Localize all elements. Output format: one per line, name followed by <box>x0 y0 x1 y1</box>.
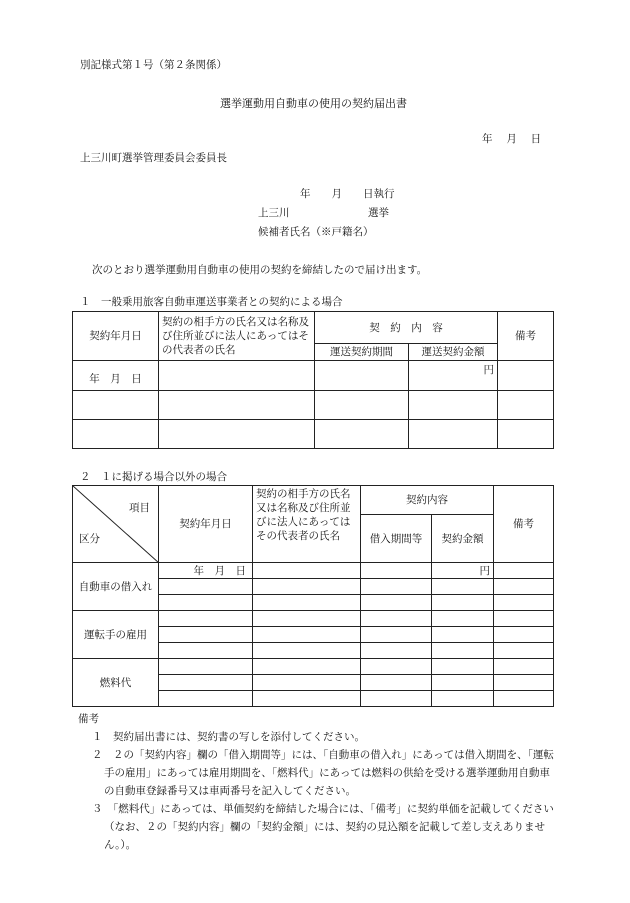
note-item-1: １ 契約届出書には、契約書の写しを添付してください。 <box>92 731 365 743</box>
s2-g3-r2-period[interactable] <box>361 675 432 691</box>
section2-heading: ２ １に掲げる場合以外の場合 <box>80 471 227 483</box>
table-row <box>73 611 554 627</box>
diagonal-line <box>73 486 159 563</box>
table-row <box>73 659 554 675</box>
s2-g3-r1-remarks[interactable] <box>494 659 554 675</box>
s2-g1-r1-remarks[interactable] <box>494 563 554 579</box>
addressee: 上三川町選挙管理委員会委員長 <box>80 152 227 164</box>
s2-g1-r1-period[interactable] <box>361 563 432 579</box>
s2-g1-r3-date[interactable] <box>159 595 253 611</box>
s2-g3-r3-counterparty[interactable] <box>253 691 361 707</box>
s2-group-driver-employment: 運転手の雇用 <box>73 611 159 659</box>
s2-group-fuel: 燃料代 <box>73 659 159 707</box>
election-date: 年 月 日執行 <box>300 188 395 200</box>
election-name-suffix: 選挙 <box>368 207 389 219</box>
s1-header-contract-date: 契約年月日 <box>73 312 159 361</box>
s1-row2-counterparty[interactable] <box>159 391 315 420</box>
s2-g1-r3-counterparty[interactable] <box>253 595 361 611</box>
s1-header-counterparty: 契約の相手方の氏名又は名称及び住所並びに法人にあってはその代表者の氏名 <box>159 312 315 361</box>
s1-row1-amount[interactable]: 円 <box>409 361 498 391</box>
note-item-2: ２ ２の「契約内容」欄の「借入期間等」には、「自動車の借入れ」にあっては借入期間を、「運転手の雇用」にあっては雇用期間を、「燃料代」にあっては燃料の供給を受ける選挙運動用自動車の自動車登録番号又は車両番号を記入してください。 <box>92 749 554 797</box>
s1-header-remarks: 備考 <box>498 312 554 361</box>
s1-row3-date[interactable] <box>73 420 159 449</box>
s2-g3-r2-counterparty[interactable] <box>253 675 361 691</box>
s2-g2-r1-period[interactable] <box>361 611 432 627</box>
s2-g3-r3-remarks[interactable] <box>494 691 554 707</box>
s2-header-diagonal-cell <box>73 486 159 563</box>
s2-g1-r2-period[interactable] <box>361 579 432 595</box>
table-row <box>73 420 554 449</box>
s2-g2-r1-remarks[interactable] <box>494 611 554 627</box>
s2-header-category: 区分 <box>79 533 100 545</box>
document-title: 選挙運動用自動車の使用の契約届出書 <box>220 97 407 110</box>
s1-row1-counterparty[interactable] <box>159 361 315 391</box>
s2-g3-r1-counterparty[interactable] <box>253 659 361 675</box>
section2-table <box>72 485 554 707</box>
s2-g1-r2-counterparty[interactable] <box>253 579 361 595</box>
s2-g1-r3-remarks[interactable] <box>494 595 554 611</box>
election-name-prefix: 上三川 <box>258 207 290 219</box>
notes-heading: 備考 <box>78 713 99 725</box>
s1-row2-period[interactable] <box>315 391 409 420</box>
s2-header-period: 借入期間等 <box>361 515 432 563</box>
s1-header-amount: 運送契約金額 <box>409 344 498 361</box>
s2-g2-r1-date[interactable] <box>159 611 253 627</box>
s2-g2-r3-period[interactable] <box>361 643 432 659</box>
form-number: 別記様式第１号（第２条関係） <box>80 59 227 71</box>
s2-g1-r1-amount[interactable]: 円 <box>432 563 494 579</box>
intro-text: 次のとおり選挙運動用自動車の使用の契約を締結したので届け出ます。 <box>92 264 428 276</box>
s2-g2-r2-period[interactable] <box>361 627 432 643</box>
s2-header-contract-date: 契約年月日 <box>159 486 253 563</box>
s1-row2-amount[interactable] <box>409 391 498 420</box>
s2-header-contract-content: 契約内容 <box>361 486 494 515</box>
s2-g3-r2-remarks[interactable] <box>494 675 554 691</box>
s1-row3-amount[interactable] <box>409 420 498 449</box>
table-row <box>73 391 554 420</box>
s1-row1-remarks[interactable] <box>498 361 554 391</box>
s2-header-remarks: 備考 <box>494 486 554 563</box>
s1-row2-remarks[interactable] <box>498 391 554 420</box>
s2-g3-r3-date[interactable] <box>159 691 253 707</box>
s2-g2-r2-amount[interactable] <box>432 627 494 643</box>
s2-g3-r1-amount[interactable] <box>432 659 494 675</box>
s2-g2-r2-counterparty[interactable] <box>253 627 361 643</box>
s1-header-contract-content: 契 約 内 容 <box>315 312 498 344</box>
s2-g1-r3-amount[interactable] <box>432 595 494 611</box>
section1-table <box>72 311 554 449</box>
s2-g1-r2-date[interactable] <box>159 579 253 595</box>
s2-g1-r2-remarks[interactable] <box>494 579 554 595</box>
s2-header-item: 項目 <box>129 502 150 514</box>
s2-g3-r1-date[interactable] <box>159 659 253 675</box>
s2-g2-r3-counterparty[interactable] <box>253 643 361 659</box>
note-item-3: ３ 「燃料代」にあっては、単価契約を締結した場合には、「備考」に契約単価を記載してください（なお、２の「契約内容」欄の「契約金額」には、契約の見込額を記載して差し支えありません。）。 <box>92 803 554 851</box>
s2-header-counterparty: 契約の相手方の氏名又は名称及び住所並びに法人にあってはその代表者の氏名 <box>253 486 361 563</box>
s2-g1-r3-period[interactable] <box>361 595 432 611</box>
s2-g2-r2-date[interactable] <box>159 627 253 643</box>
s2-g1-r1-counterparty[interactable] <box>253 563 361 579</box>
s2-g3-r3-amount[interactable] <box>432 691 494 707</box>
s2-g2-r3-remarks[interactable] <box>494 643 554 659</box>
s2-g3-r2-date[interactable] <box>159 675 253 691</box>
section1-heading: １ 一般乗用旅客自動車運送事業者との契約による場合 <box>80 296 343 308</box>
s1-row1-date[interactable]: 年 月 日 <box>73 361 159 391</box>
s1-row1-period[interactable] <box>315 361 409 391</box>
s2-g3-r2-amount[interactable] <box>432 675 494 691</box>
s2-g3-r1-period[interactable] <box>361 659 432 675</box>
notes-list <box>92 728 554 854</box>
s1-row3-period[interactable] <box>315 420 409 449</box>
s1-row3-remarks[interactable] <box>498 420 554 449</box>
s2-header-amount: 契約金額 <box>432 515 494 563</box>
s2-g2-r3-date[interactable] <box>159 643 253 659</box>
s2-g1-r2-amount[interactable] <box>432 579 494 595</box>
submission-date: 年 月 日 <box>482 133 542 145</box>
s2-g2-r1-counterparty[interactable] <box>253 611 361 627</box>
s1-header-period: 運送契約期間 <box>315 344 409 361</box>
table-row <box>73 563 554 579</box>
s1-row3-counterparty[interactable] <box>159 420 315 449</box>
s2-g3-r3-period[interactable] <box>361 691 432 707</box>
candidate-name-label: 候補者氏名（※戸籍名） <box>258 226 374 238</box>
s2-g2-r1-amount[interactable] <box>432 611 494 627</box>
s2-g2-r3-amount[interactable] <box>432 643 494 659</box>
s2-group-car-rental: 自動車の借入れ <box>73 563 159 611</box>
table-row <box>73 361 554 391</box>
s2-g1-r1-date[interactable]: 年 月 日 <box>159 563 253 579</box>
s1-row2-date[interactable] <box>73 391 159 420</box>
s2-g2-r2-remarks[interactable] <box>494 627 554 643</box>
